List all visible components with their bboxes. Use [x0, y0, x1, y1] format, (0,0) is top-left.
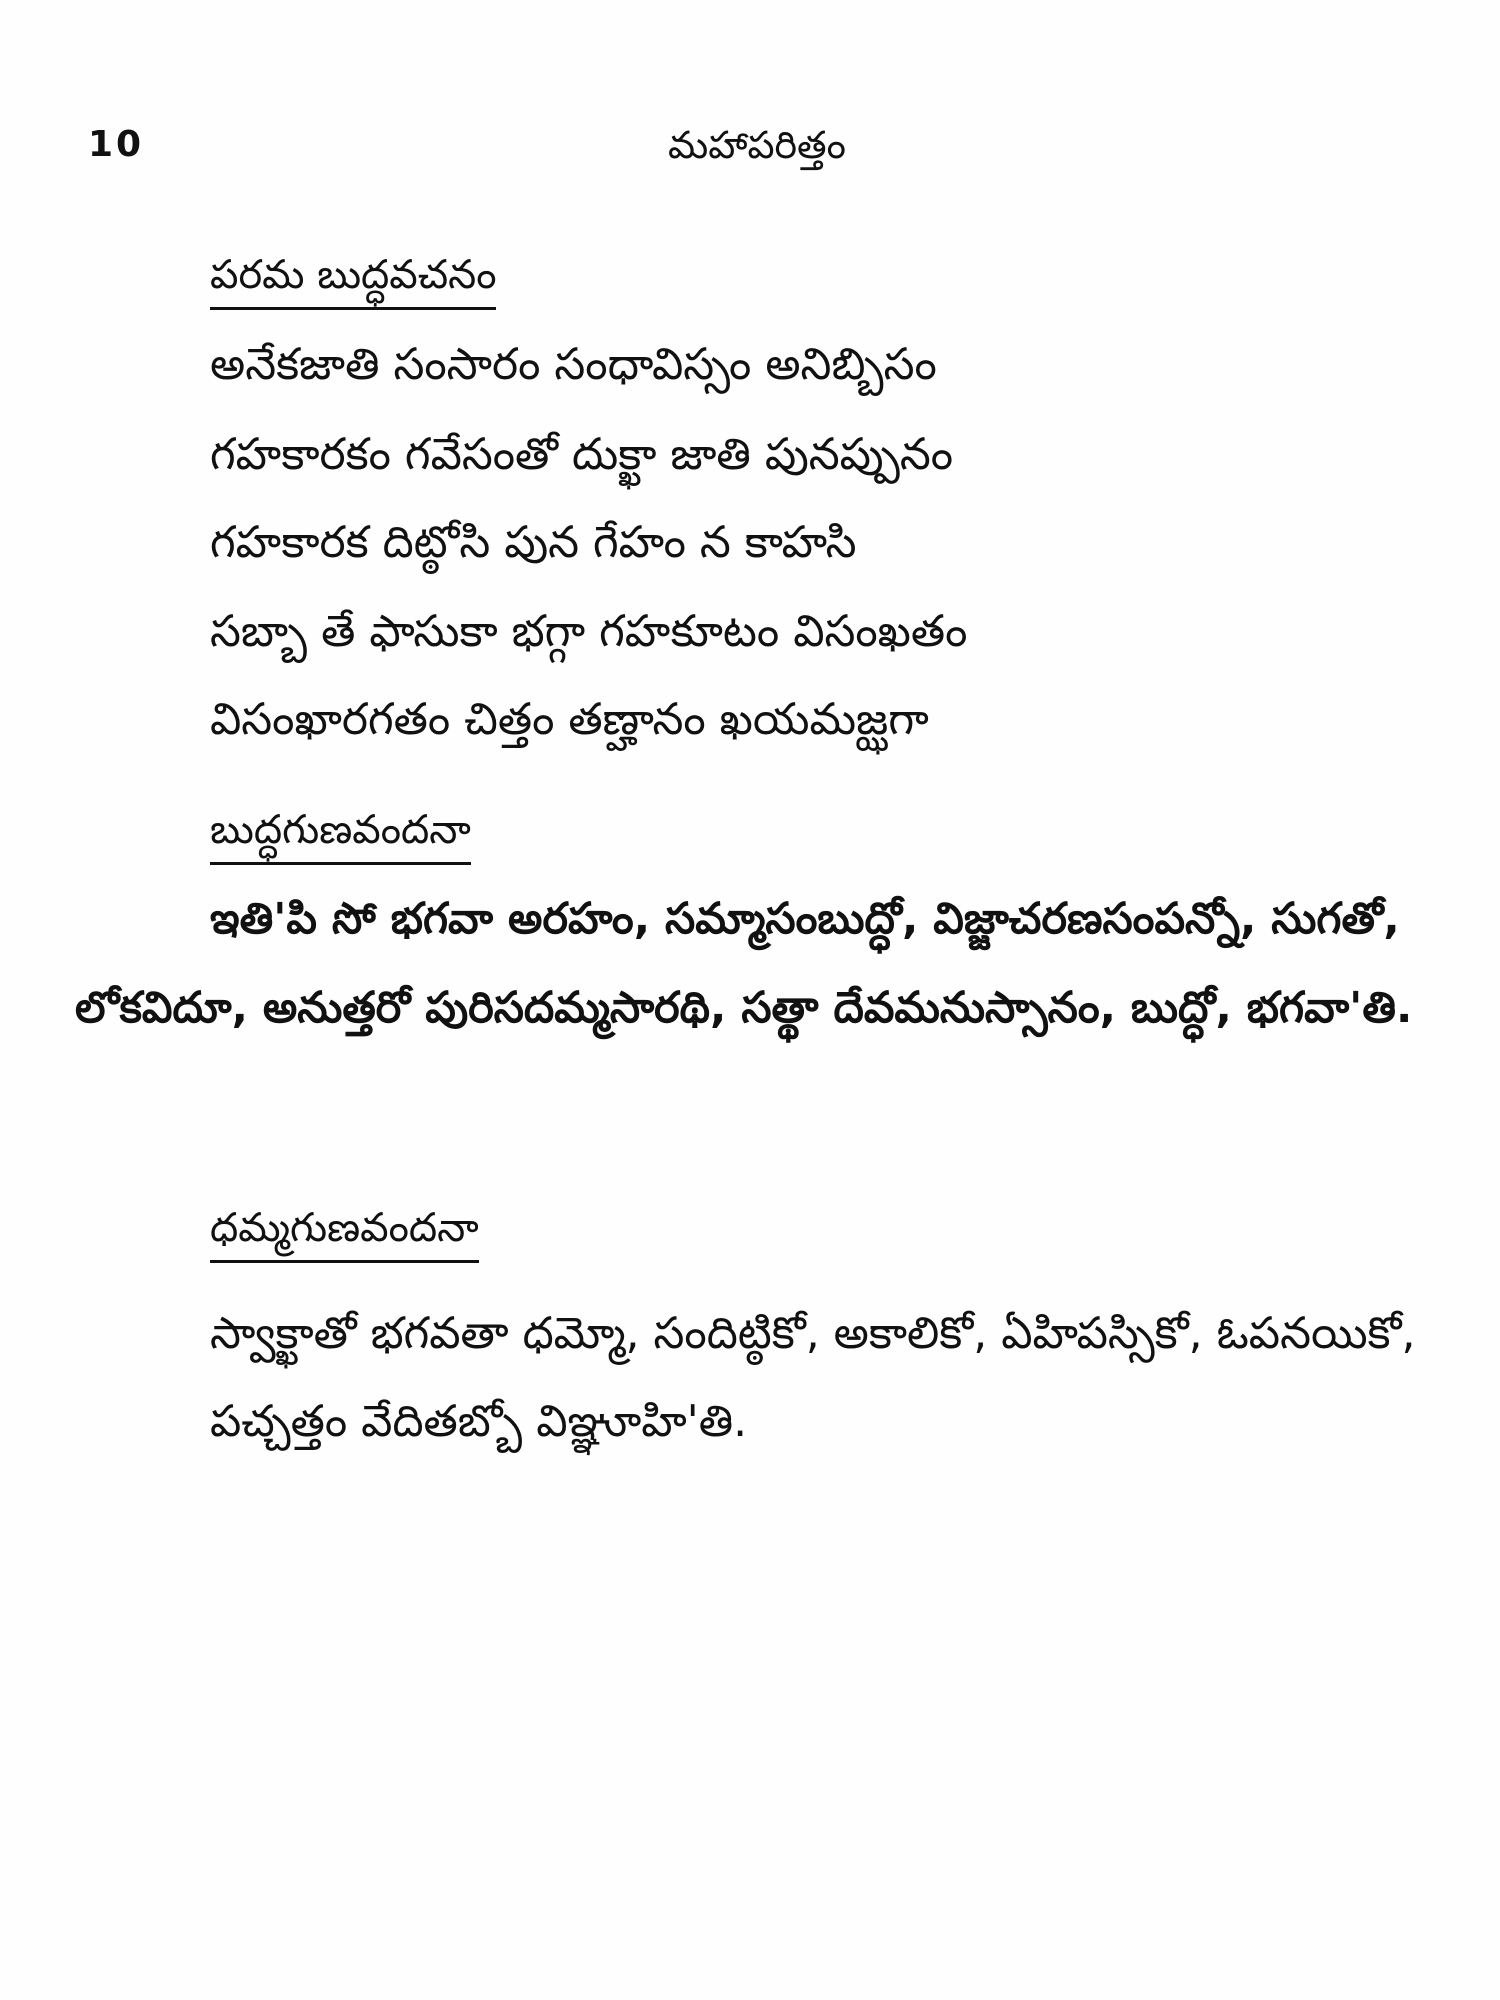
page-header	[88, 115, 1412, 175]
verse-line: గహకారకం గవేసంతో దుక్ఖా జాతి పునప్పునం	[210, 429, 954, 480]
buddhaguna-paragraph: ఇతి'పి సో భగవా అరహం, సమ్మాసంబుద్ధో, విజ్జాచరణసంపన్నో, సుగతో, లోకవిదూ, అనుత్తరో పురిసదమ్మసారథి, సత్థా దేవమనుస్సానం, బుద్ధో, భగవా'తి.	[75, 894, 1413, 1033]
dhammaguna-paragraph: స్వాక్ఖాతో భగవతా ధమ్మో, సందిట్ఠికో, అకాలికో, ఏహిపస్సికో, ఓపనయికో, పచ్చత్తం వేదితబ్బో విఞ్ఞూహి'తి.	[210, 1308, 1416, 1447]
running-title: మహాపరిత్తం	[668, 123, 846, 167]
verse-line: అనేకజాతి సంసారం సంధావిస్సం అనిబ్బిసం	[210, 339, 937, 390]
verse-line: గహకారక దిట్ఠోసి పున గేహం న కాహసి	[210, 517, 857, 568]
verse-line: సబ్బా తే ఫాసుకా భగ్గా గహకూటం విసంఖతం	[210, 606, 968, 657]
section-heading-parama-buddhavachanam: పరమ బుద్ధవచనం	[210, 245, 496, 310]
verse-line: విసంఖారగతం చిత్తం తణ్హానం ఖయమజ్ఝగా	[210, 694, 929, 745]
page-number: 10	[88, 124, 145, 165]
section-heading-dhammaguna-vandana: ధమ్మగుణవందనా	[210, 1198, 479, 1263]
section-heading-buddhaguna-vandana: బుద్ధగుణవందనా	[210, 800, 471, 865]
